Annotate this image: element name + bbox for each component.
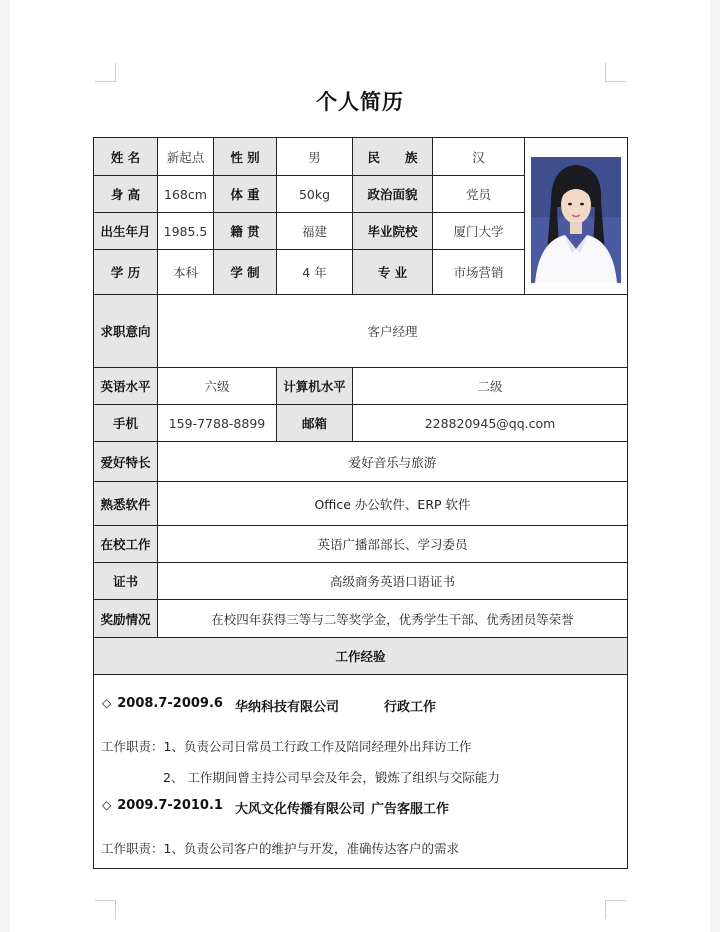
hobby-label: 爱好特长	[94, 442, 158, 482]
job-1-duty-2: 2、 工作期间曾主持公司早会及年会，锻炼了组织与交际能力	[163, 770, 500, 785]
awards-value: 在校四年获得三等与二等奖学金，优秀学生干部、优秀团员等荣誉	[158, 600, 628, 638]
row-name	[94, 138, 628, 176]
diamond-bullet-icon: ◇	[102, 696, 112, 710]
intent-label: 求职意向	[94, 295, 158, 368]
schooling-label: 学 制	[214, 250, 277, 295]
email-value: 228820945@qq.com	[353, 405, 628, 442]
native-label: 籍 贯	[214, 213, 277, 250]
political-value: 党员	[433, 176, 525, 213]
political-label: 政治面貌	[353, 176, 433, 213]
weight-label: 体 重	[214, 176, 277, 213]
photo-cell	[525, 138, 628, 295]
job-2-company: 大风文化传播有限公司	[235, 802, 366, 817]
birth-value: 1985.5	[158, 213, 214, 250]
height-value: 168cm	[158, 176, 214, 213]
row-certificate	[94, 563, 628, 600]
campus-work-label: 在校工作	[94, 526, 158, 563]
phone-label: 手机	[94, 405, 158, 442]
hobby-value: 爱好音乐与旅游	[158, 442, 628, 482]
birth-label: 出生年月	[94, 213, 158, 250]
page-title: 个人简历	[316, 90, 404, 114]
ethnicity-label: 民 族	[353, 138, 433, 176]
job-1-duty-1: 工作职责：1、负责公司日常员工行政工作及陪同经理外出拜访工作	[101, 739, 472, 754]
campus-work-value: 英语广播部部长、学习委员	[158, 526, 628, 563]
job-2-position: 广告客服工作	[371, 802, 450, 817]
education-value: 本科	[158, 250, 214, 295]
weight-value: 50kg	[277, 176, 353, 213]
major-value: 市场营销	[433, 250, 525, 295]
work-heading: 工作经验	[94, 638, 628, 675]
english-value: 六级	[158, 368, 277, 405]
job-1-period: 2008.7-2009.6	[117, 696, 223, 711]
schooling-value: 4 年	[277, 250, 353, 295]
email-label: 邮箱	[277, 405, 353, 442]
job-2-header	[102, 798, 223, 813]
computer-label: 计算机水平	[277, 368, 353, 405]
name-label: 姓 名	[94, 138, 158, 176]
certificate-label: 证书	[94, 563, 158, 600]
ethnicity-value: 汉	[433, 138, 525, 176]
crop-mark-bottom-left	[95, 900, 116, 919]
major-label: 专 业	[353, 250, 433, 295]
education-label: 学 历	[94, 250, 158, 295]
intent-value: 客户经理	[158, 295, 628, 368]
phone-value: 159-7788-8899	[158, 405, 277, 442]
row-hobby	[94, 442, 628, 482]
computer-value: 二级	[353, 368, 628, 405]
gender-value: 男	[277, 138, 353, 176]
software-label: 熟悉软件	[94, 482, 158, 526]
crop-mark-top-right	[605, 63, 626, 82]
software-value: Office 办公软件、ERP 软件	[158, 482, 628, 526]
diamond-bullet-icon: ◇	[102, 798, 112, 812]
certificate-value: 高级商务英语口语证书	[158, 563, 628, 600]
name-value: 新起点	[158, 138, 214, 176]
height-label: 身 高	[94, 176, 158, 213]
job-2-duty-1: 工作职责：1、负责公司客户的维护与开发，准确传达客户的需求	[101, 841, 459, 856]
row-work-heading	[94, 638, 628, 675]
native-value: 福建	[277, 213, 353, 250]
awards-label: 奖励情况	[94, 600, 158, 638]
crop-mark-bottom-right	[605, 900, 626, 919]
crop-mark-top-left	[95, 63, 116, 82]
row-contact	[94, 405, 628, 442]
gender-label: 性 别	[214, 138, 277, 176]
school-label: 毕业院校	[353, 213, 433, 250]
row-awards	[94, 600, 628, 638]
english-label: 英语水平	[94, 368, 158, 405]
row-skills	[94, 368, 628, 405]
work-experience-section	[94, 675, 628, 869]
resume-table	[93, 137, 628, 869]
job-1-company: 华纳科技有限公司	[235, 700, 340, 715]
school-value: 厦门大学	[433, 213, 525, 250]
row-intent	[94, 295, 628, 368]
job-2-period: 2009.7-2010.1	[117, 798, 223, 813]
row-campus-work	[94, 526, 628, 563]
row-software	[94, 482, 628, 526]
profile-photo	[531, 157, 621, 283]
job-1-header	[102, 696, 223, 711]
row-work-experience	[94, 675, 628, 869]
job-1-position: 行政工作	[384, 700, 437, 715]
